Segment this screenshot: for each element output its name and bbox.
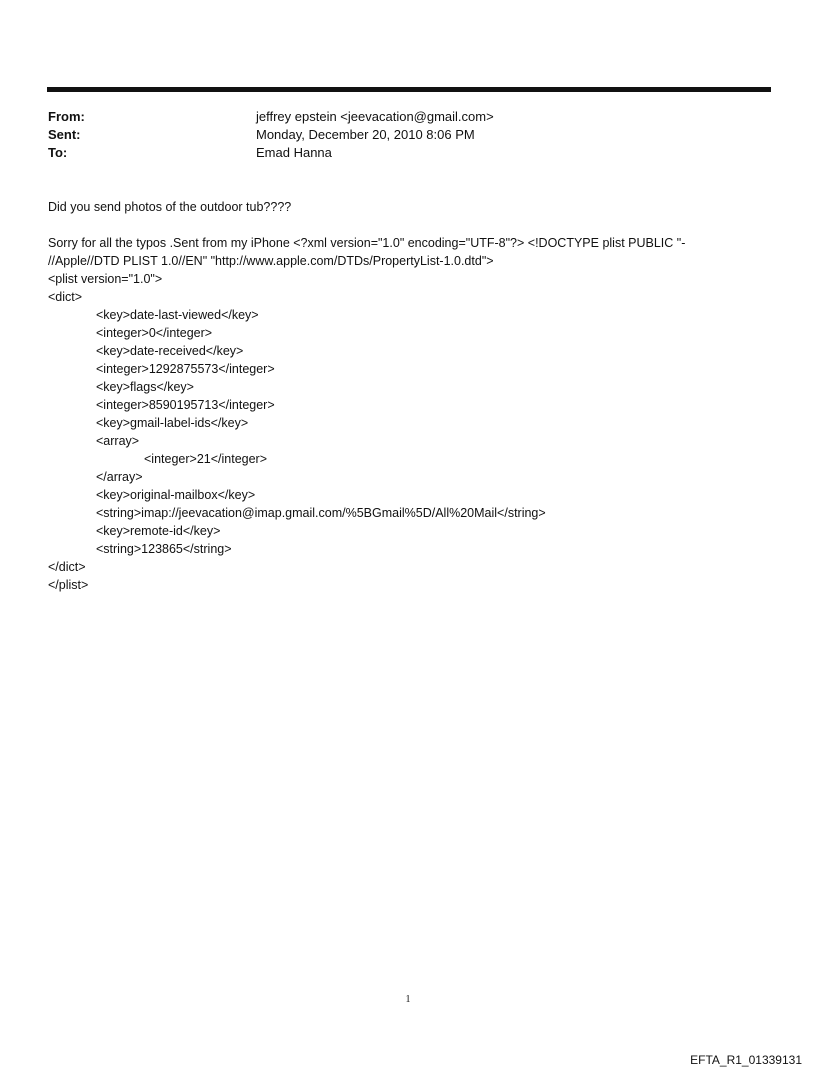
xml-line: <key>remote-id</key> [96,524,221,538]
xml-line: </array> [96,470,143,484]
xml-line: </plist> [48,578,89,592]
from-label: From: [48,109,85,124]
xml-line: <integer>21</integer> [144,452,268,466]
page-number: 1 [405,994,411,1005]
sent-label: Sent: [48,127,81,142]
xml-line: </dict> [48,560,86,574]
xml-line: <integer>8590195713</integer> [96,398,275,412]
signature-line-1: Sorry for all the typos .Sent from my iPhone <?xml version="1.0" encoding="UTF-8"?> <!DOCTYPE plist PUBLIC "- [48,236,686,250]
xml-line: <key>date-last-viewed</key> [96,308,259,322]
xml-line: <integer>1292875573</integer> [96,362,275,376]
sent-row [48,126,748,144]
xml-line: <integer>0</integer> [96,326,213,340]
document-id: EFTA_R1_01339131 [690,1053,802,1067]
email-header [48,108,748,162]
xml-line: <string>123865</string> [96,542,232,556]
from-row [48,108,748,126]
to-value: Emad Hanna [256,145,332,160]
paragraph-gap [48,216,738,234]
to-row [48,144,748,162]
xml-line: <plist version="1.0"> [48,272,163,286]
xml-line: <key>flags</key> [96,380,194,394]
message-question: Did you send photos of the outdoor tub???? [48,200,292,214]
to-label: To: [48,145,68,160]
xml-line: <key>gmail-label-ids</key> [96,416,249,430]
sent-value: Monday, December 20, 2010 8:06 PM [256,127,475,142]
xml-line: <string>imap://jeevacation@imap.gmail.com/%5BGmail%5D/All%20Mail</string> [96,506,546,520]
xml-line: <array> [96,434,140,448]
header-divider [47,87,771,92]
xml-line: <key>date-received</key> [96,344,244,358]
signature-line-2: //Apple//DTD PLIST 1.0//EN" "http://www.apple.com/DTDs/PropertyList-1.0.dtd"> [48,254,494,268]
xml-line: <key>original-mailbox</key> [96,488,256,502]
xml-line: <dict> [48,290,83,304]
from-value: jeffrey epstein <jeevacation@gmail.com> [256,109,494,124]
email-body [48,198,738,594]
